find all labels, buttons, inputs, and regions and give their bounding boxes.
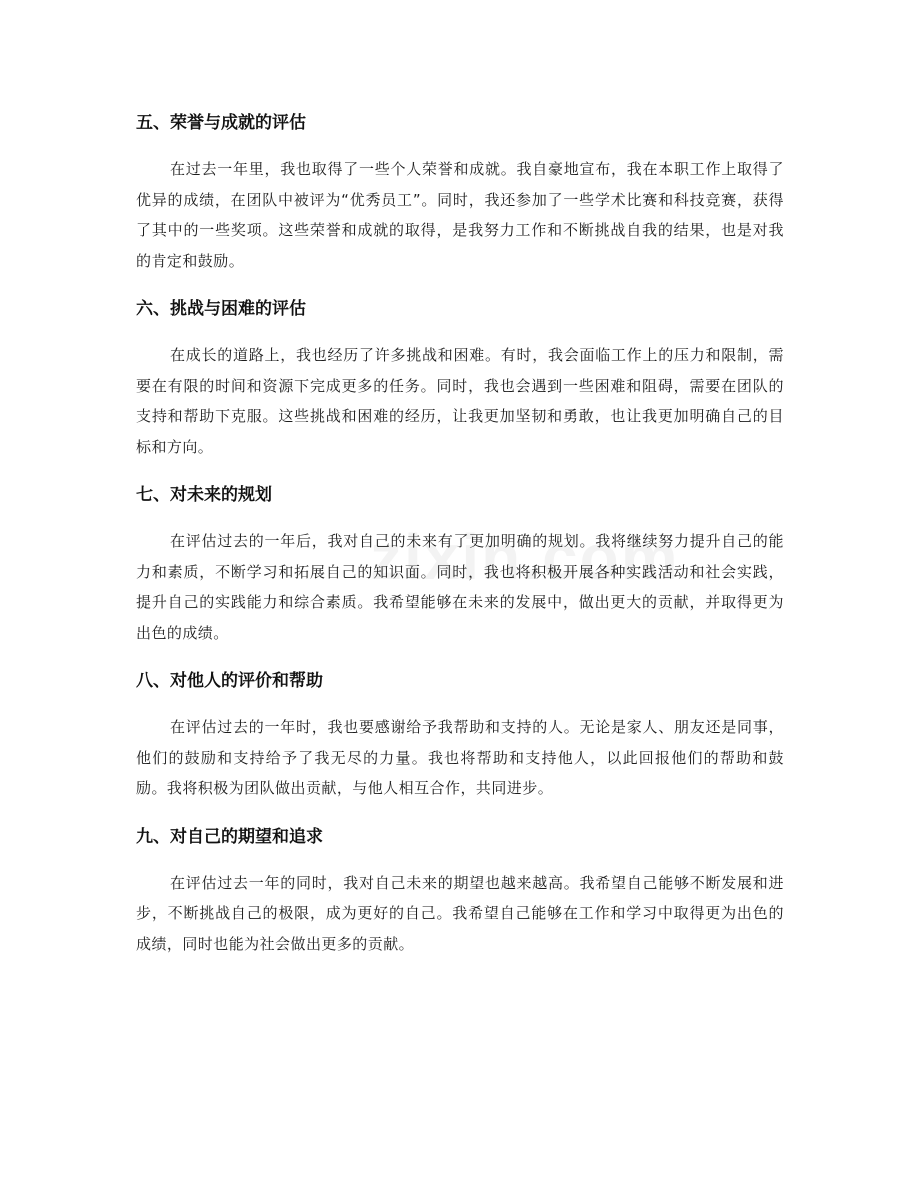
- section-honors: [136, 106, 784, 276]
- section-heading: 七、对未来的规划: [136, 485, 272, 505]
- section-future-plan: [136, 478, 784, 648]
- section-heading: 六、挑战与困难的评估: [136, 299, 306, 319]
- section-expectations: [136, 820, 784, 960]
- section-others: [136, 664, 784, 804]
- section-heading: 八、对他人的评价和帮助: [136, 671, 323, 691]
- section-paragraph: 在评估过去的一年后，我对自己的未来有了更加明确的规划。我将继续努力提升自己的能力和素质，不断学习和拓展自己的知识面。同时，我也将积极开展各种实践活动和社会实践，提升自己的实践能力和综合素质。我希望能够在未来的发展中，做出更大的贡献，并取得更为出色的成绩。: [136, 532, 784, 642]
- section-paragraph: 在评估过去一年的同时，我对自己未来的期望也越来越高。我希望自己能够不断发展和进步，不断挑战自己的极限，成为更好的自己。我希望自己能够在工作和学习中取得更为出色的成绩，同时也能为社会做出更多的贡献。: [136, 873, 784, 953]
- document-body: [136, 106, 784, 975]
- section-paragraph: 在评估过去的一年时，我也要感谢给予我帮助和支持的人。无论是家人、朋友还是同事，他们的鼓励和支持给予了我无尽的力量。我也将帮助和支持他人，以此回报他们的帮助和鼓励。我将积极为团队做出贡献，与他人相互合作，共同进步。: [136, 718, 784, 797]
- section-paragraph: 在过去一年里，我也取得了一些个人荣誉和成就。我自豪地宣布，我在本职工作上取得了优异的成绩，在团队中被评为“优秀员工”。同时，我还参加了一些学术比赛和科技竞赛，获得了其中的一些奖项。这些荣誉和成就的取得，是我努力工作和不断挑战自我的结果，也是对我的肯定和鼓励。: [136, 160, 784, 270]
- section-heading: 九、对自己的期望和追求: [136, 826, 323, 847]
- section-challenges: [136, 292, 784, 462]
- section-paragraph: 在成长的道路上，我也经历了许多挑战和困难。有时，我会面临工作上的压力和限制，需要在有限的时间和资源下完成更多的任务。同时，我也会遇到一些困难和阻碍，需要在团队的支持和帮助下克服。这些挑战和困难的经历，让我更加坚韧和勇敢，也让我更加明确自己的目标和方向。: [136, 346, 784, 456]
- section-heading: 五、荣誉与成就的评估: [136, 113, 306, 133]
